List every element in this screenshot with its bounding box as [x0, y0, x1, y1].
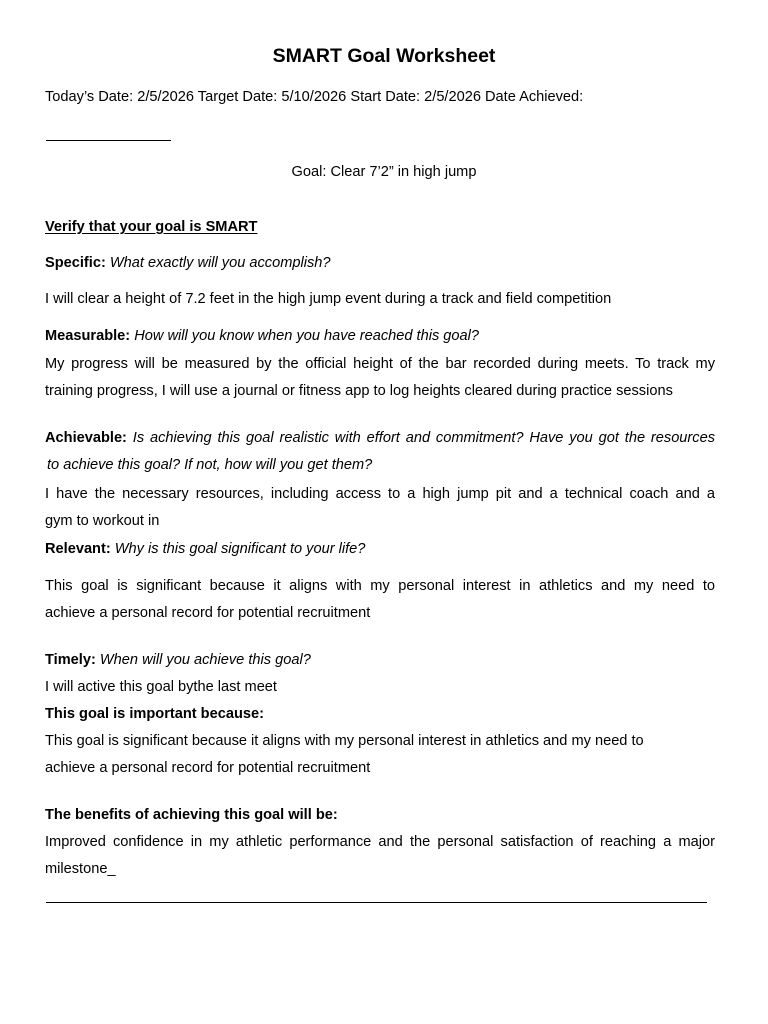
benefits-answer-line2: milestone_: [45, 861, 116, 877]
relevant-answer-line1: This goal is significant because it aligns with my personal interest in athletics and my need to: [45, 578, 715, 594]
timely-prompt: [45, 652, 311, 668]
timely-question: When will you achieve this goal?: [99, 652, 311, 668]
relevant-prompt: [45, 541, 365, 557]
measurable-answer-line2: training progress, I will use a journal or fitness app to log heights cleared during practice sessions: [45, 383, 673, 399]
dates-line: Today’s Date: 2/5/2026 Target Date: 5/10/2026 Start Date: 2/5/2026 Date Achieved:: [45, 89, 584, 105]
specific-label: Specific:: [45, 255, 106, 271]
measurable-answer-line1: My progress will be measured by the official height of the bar recorded during meets. To track my: [45, 356, 715, 372]
benefits-blank-line: [46, 902, 707, 903]
achievable-answer-line2: gym to workout in: [45, 513, 160, 529]
achievable-label: Achievable:: [45, 430, 127, 446]
important-label: This goal is important because:: [45, 706, 264, 722]
important-answer-line2: achieve a personal record for potential recruitment: [45, 760, 371, 776]
benefits-answer-line1: Improved confidence in my athletic performance and the personal satisfaction of reaching a major: [45, 834, 715, 850]
specific-answer: I will clear a height of 7.2 feet in the high jump event during a track and field competition: [45, 291, 612, 307]
specific-question: What exactly will you accomplish?: [109, 255, 331, 271]
specific-prompt: [45, 255, 331, 271]
relevant-answer-line2: achieve a personal record for potential recruitment: [45, 605, 371, 621]
verify-heading: Verify that your goal is SMART: [45, 219, 258, 235]
page-title: SMART Goal Worksheet: [272, 45, 496, 67]
achievable-question-line1: Is achieving this goal realistic with effort and commitment? Have you got the resources: [132, 430, 715, 446]
timely-answer: I will active this goal bythe last meet: [45, 679, 277, 695]
measurable-question: How will you know when you have reached this goal?: [134, 328, 480, 344]
achievable-prompt: [45, 430, 715, 446]
achievable-answer-line1: I have the necessary resources, including access to a high jump pit and a technical coach and a: [45, 486, 715, 502]
date-achieved-blank-line: [46, 140, 171, 141]
timely-label: Timely:: [45, 652, 96, 668]
important-answer-line1: This goal is significant because it aligns with my personal interest in athletics and my need to: [45, 733, 644, 749]
measurable-label: Measurable:: [45, 328, 131, 344]
goal-line: Goal: Clear 7’2” in high jump: [291, 164, 477, 180]
relevant-question: Why is this goal significant to your life?: [114, 541, 366, 557]
achievable-question-line2-wrap: [47, 457, 372, 473]
relevant-label: Relevant:: [45, 541, 111, 557]
achievable-question-line2: to achieve this goal? If not, how will you get them?: [47, 457, 373, 473]
measurable-prompt: [45, 328, 479, 344]
benefits-label: The benefits of achieving this goal will be:: [45, 807, 338, 823]
